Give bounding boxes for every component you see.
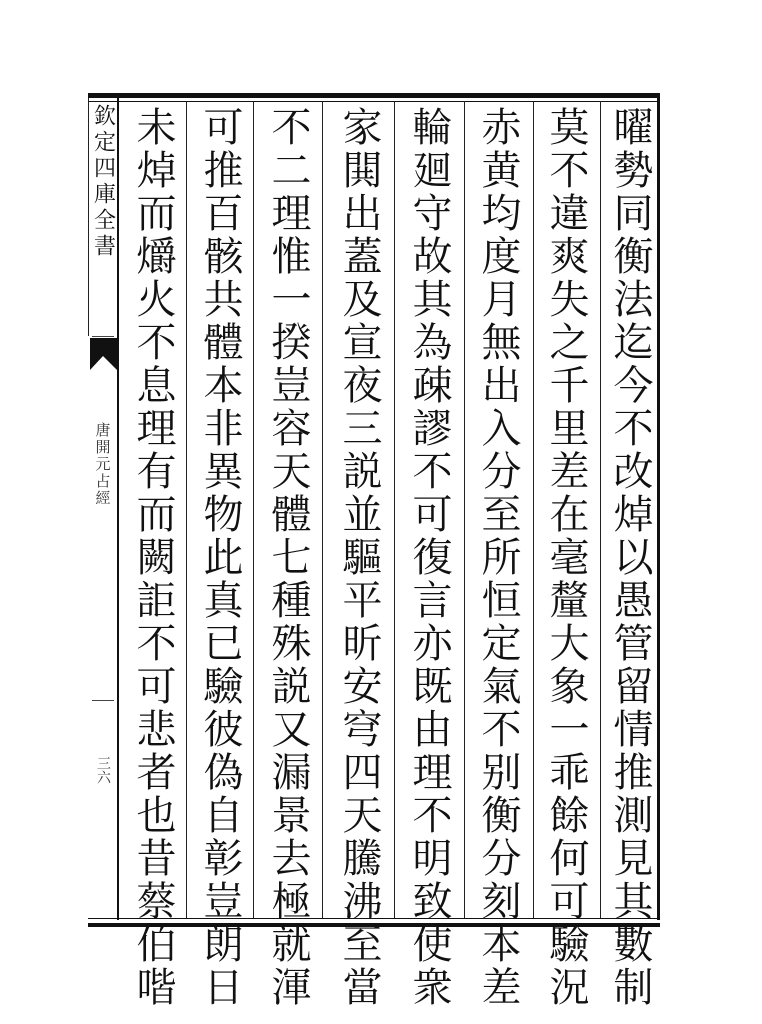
column-divider [533, 101, 534, 918]
margin-title: 欽定四庫全書 [90, 104, 116, 260]
margin-chapter: 唐開元占經 [93, 422, 112, 507]
fishtail-mark-icon [90, 338, 117, 370]
margin-divider [92, 336, 114, 337]
text-column: 赤黄均度月無出入分至所恒定氣不别衡分刻本差 [475, 106, 521, 1009]
text-column: 曜勢同衡法迄今不改焯以愚管留情推測見其數制 [607, 106, 653, 1009]
margin-divider [92, 700, 114, 701]
column-divider [186, 101, 187, 918]
text-column: 輪廻守故其為疎謬不可復言亦既由理不明致使衆 [406, 106, 452, 1009]
text-column: 可推百骸共體本非異物此真已驗彼偽自彰豈朗日 [197, 106, 243, 1009]
column-divider [322, 101, 323, 918]
text-column: 未焯而爝火不息理有而闕詎不可悲者也昔蔡伯喈 [130, 106, 176, 1009]
column-divider [253, 101, 254, 918]
column-divider [464, 101, 465, 918]
text-column: 家閧出蓋及宣夜三説並驅平昕安穹四天騰沸至當 [336, 106, 382, 1009]
margin-page-number: 三六 [95, 756, 111, 784]
column-divider [394, 101, 395, 918]
top-border-thin [88, 101, 660, 102]
top-border-thick [88, 93, 660, 98]
text-column: 莫不違爽失之千里差在毫釐大象一乖餘何可驗況 [543, 106, 589, 1009]
text-column: 不二理惟一揆豈容天體七種殊説又漏景去極就渾 [265, 106, 311, 1009]
